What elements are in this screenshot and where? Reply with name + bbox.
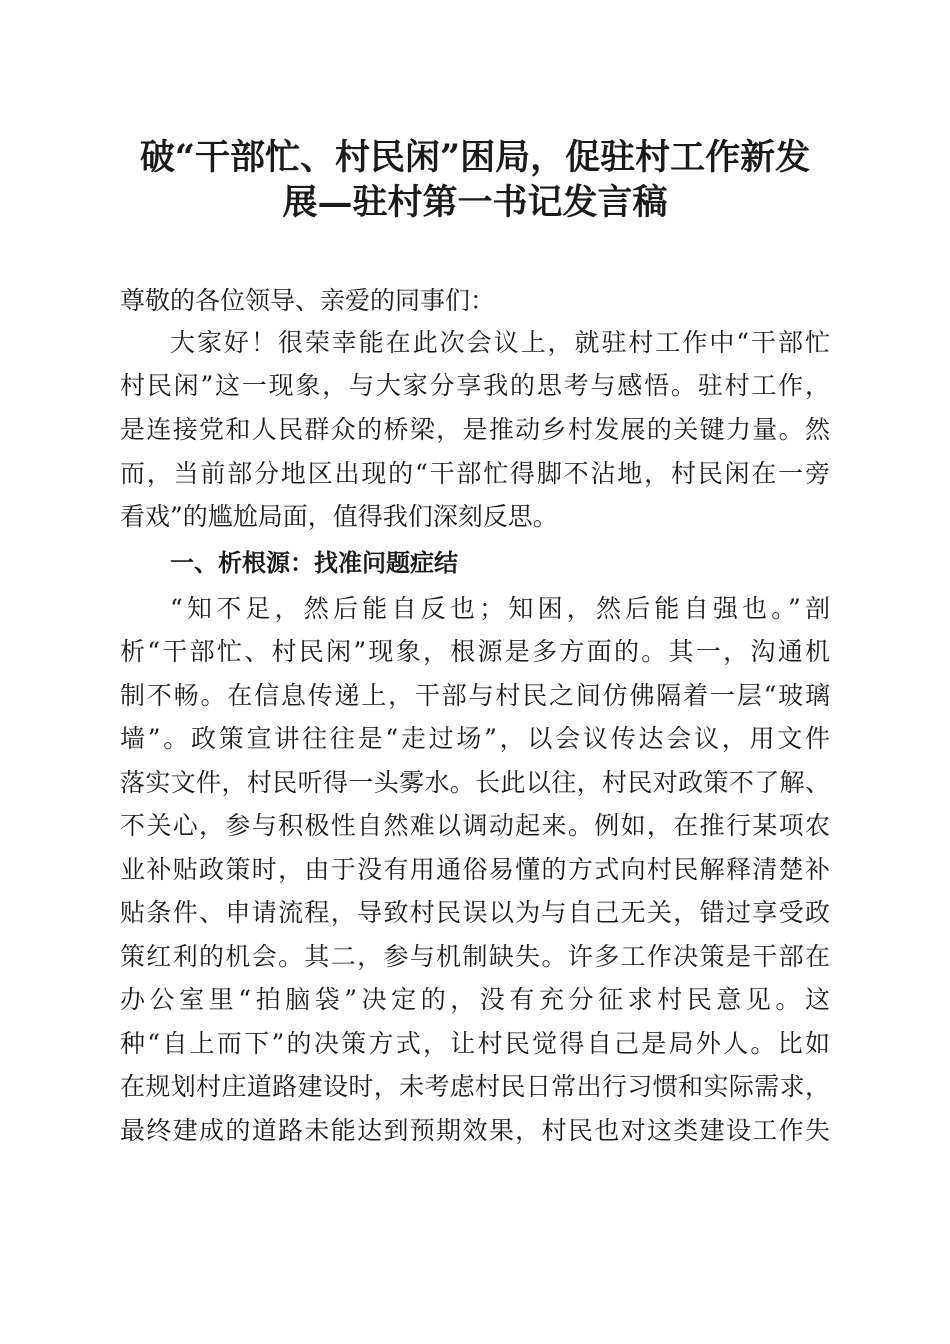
section-line: 业补贴政策时，由于没有用通俗易懂的方式向村民解释清楚补 — [120, 855, 830, 884]
intro-line: 村民闲”这一现象，与大家分享我的思考与感悟。驻村工作， — [120, 371, 830, 400]
section-heading: 一、析根源：找准问题症结 — [170, 549, 458, 577]
document-title-line-1: 破“干部忙、村民闲”困局，促驻村工作新发 — [139, 137, 811, 178]
section-line: 最终建成的道路未能达到预期效果，村民也对这类建设工作失 — [120, 1116, 830, 1145]
document-title-line-2: 展—驻村第一书记发言稿 — [282, 182, 668, 223]
section-line: 析“干部忙、村民闲”现象，根源是多方面的。其一，沟通机 — [120, 637, 830, 666]
intro-line: 看戏”的尴尬局面，值得我们深刻反思。 — [120, 502, 558, 531]
section-line: 策红利的机会。其二，参与机制缺失。许多工作决策是干部在 — [120, 942, 830, 971]
section-line: 不关心，参与积极性自然难以调动起来。例如，在推行某项农 — [120, 811, 830, 840]
section-line: 办公室里“拍脑袋”决定的，没有充分征求村民意见。这 — [120, 985, 830, 1014]
section-line: 墙”。政策宣讲往往是“走过场”，以会议传达会议，用文件 — [120, 724, 830, 753]
salutation: 尊敬的各位领导、亲爱的同事们： — [120, 286, 496, 315]
section-line: 在规划村庄道路建设时，未考虑村民日常出行习惯和实际需求， — [120, 1072, 830, 1101]
intro-line: 大家好！很荣幸能在此次会议上，就驻村工作中“干部忙 — [170, 328, 830, 357]
section-line: 制不畅。在信息传递上，干部与村民之间仿佛隔着一层“玻璃 — [120, 681, 830, 710]
intro-line: 而，当前部分地区出现的“干部忙得脚不沾地，村民闲在一旁 — [120, 459, 830, 488]
section-line: 贴条件、申请流程，导致村民误以为与自己无关，错过享受政 — [120, 898, 830, 927]
section-line: 种“自上而下”的决策方式，让村民觉得自己是局外人。比如 — [120, 1029, 830, 1058]
section-line: 落实文件，村民听得一头雾水。长此以往，村民对政策不了解、 — [120, 768, 830, 797]
section-line: “知不足，然后能自反也；知困，然后能自强也。”剖 — [170, 594, 830, 623]
intro-line: 是连接党和人民群众的桥梁，是推动乡村发展的关键力量。然 — [120, 415, 830, 444]
